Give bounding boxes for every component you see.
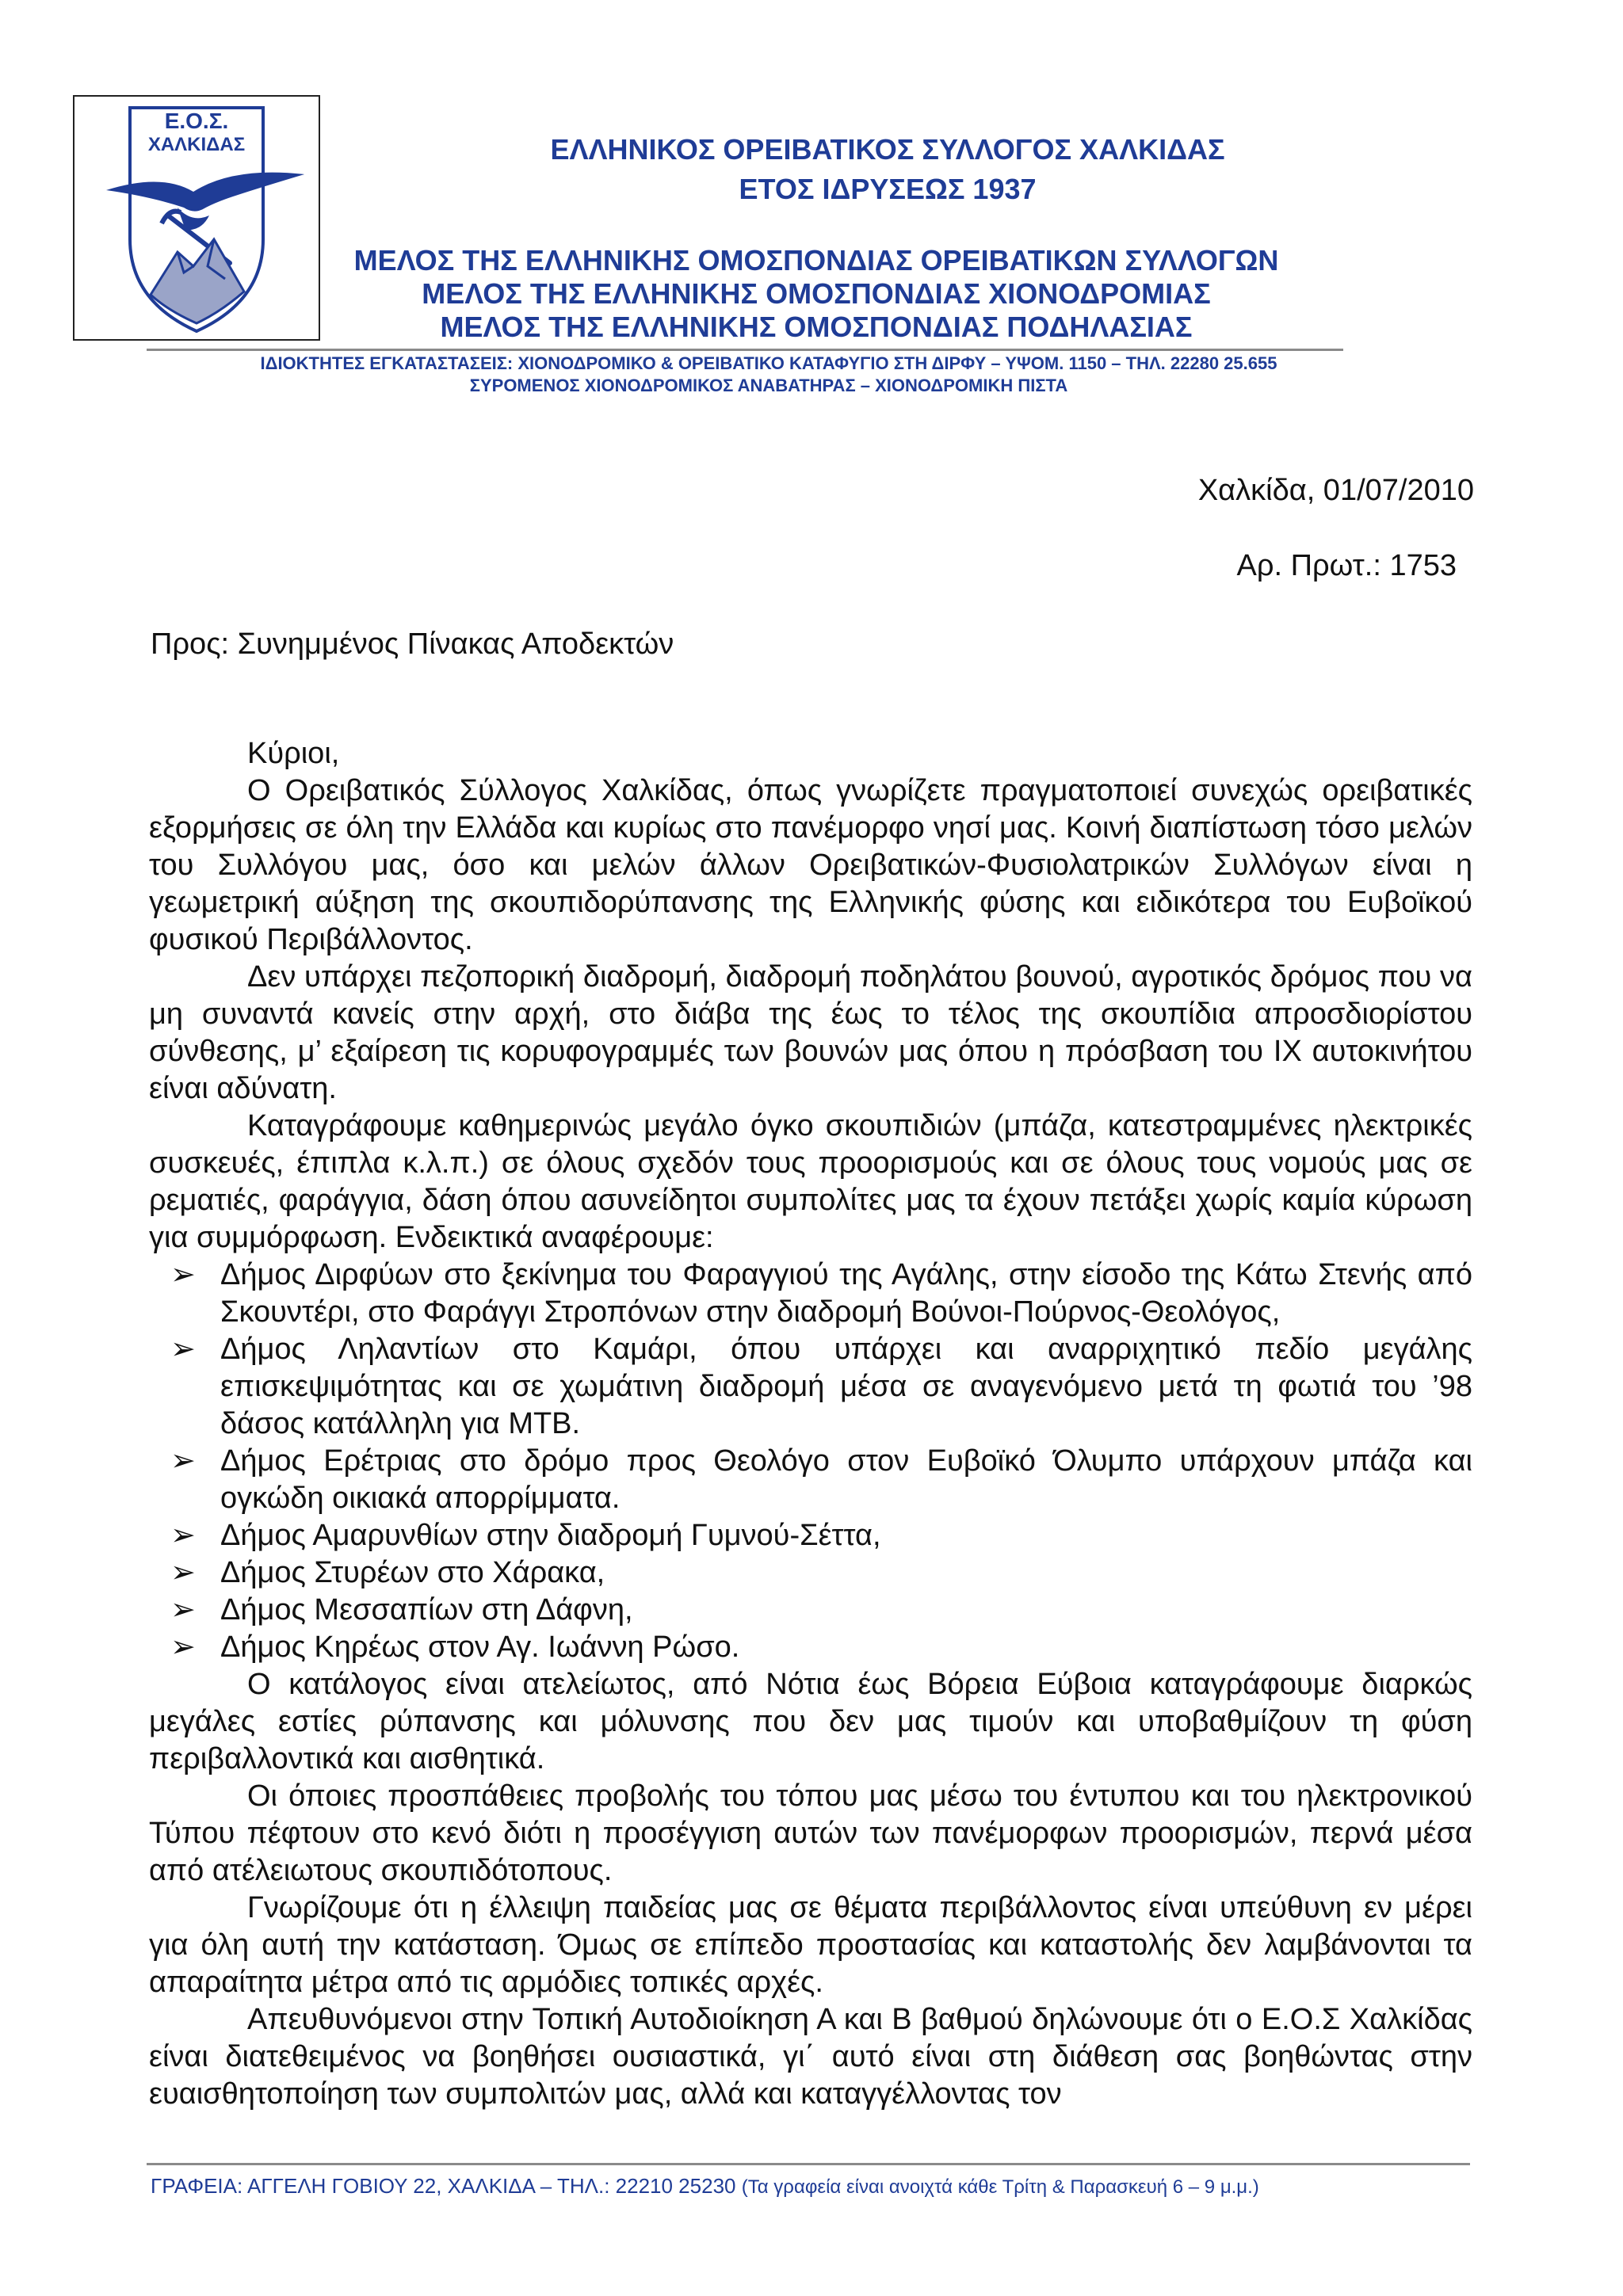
facilities-line-1: ΙΔΙΟΚΤΗΤΕΣ ΕΓΚΑΤΑΣΤΑΣΕΙΣ: ΧΙΟΝΟΔΡΟΜΙΚΟ & ΟΡΕΙΒΑΤΙΚΟ ΚΑΤΑΦΥΓΙΟ ΣΤΗ ΔΙΡΦΥ – ΥΨΟΜ. 1150 – ΤΗΛ. 22280 25.655 (260, 353, 1277, 373)
salutation: Κύριοι, (247, 737, 340, 770)
arrow-bullet-icon: ➢ (170, 1444, 196, 1478)
membership-line-3: ΜΕΛΟΣ ΤΗΣ ΕΛΛΗΝΙΚΗΣ ΟΜΟΣΠΟΝΔΙΑΣ ΠΟΔΗΛΑΣΙΑΣ (440, 311, 1193, 343)
paragraph: Ο Ορειβατικός Σύλλογος Χαλκίδας, όπως γνωρίζετε πραγματοποιεί συνεχώς ορειβατικές εξορμήσεις σε όλη την Ελλάδα και κυρίως στο πανέμορφο νησί μας. Κοινή διαπίστωση τόσο μελών του Συλλόγου μας, όσο και μελών άλλων Ορειβατικών-Φυσιολατρικών Συλλόγων είναι η γεωμετρική αύξηση της σκουπιδορύπανσης της Ελληνικής φύσης και ειδικότερα του Ευβοϊκού φυσικού Περιβάλλοντος. (149, 774, 1472, 956)
footer-contact (151, 2174, 1259, 2199)
logo-line-2: ΧΑΛΚΙΔΑΣ (147, 134, 246, 155)
paragraph: Ο κατάλογος είναι ατελείωτος, από Νότια έως Βόρεια Εύβοια καταγράφουμε διαρκώς μεγάλες εστίες ρύπανσης και μόλυνσης που δεν μας τιμούν και υποβαθμίζουν τη φύση περιβαλλοντικά και αισθητικά. (149, 1668, 1472, 1775)
arrow-bullet-icon: ➢ (170, 1258, 196, 1291)
recipients-line: Προς: Συνημμένος Πίνακας Αποδεκτών (151, 627, 674, 661)
list-item: ➢ Δήμος Μεσσαπίων στη Δάφνη, (220, 1592, 1472, 1629)
paragraph: Οι όποιες προσπάθειες προβολής του τόπου μας μέσω του έντυπου και του ηλεκτρονικού Τύπου πέφτουν στο κενό διότι η προσέγγιση αυτών των πανέμορφων προορισμών, περνά μέσα από ατέλειωτους σκουπιδότοπους. (149, 1779, 1472, 1887)
paragraph-part-1: Απευθυνόμενοι στην Τοπική Αυτοδιοίκηση Α και Β βαθμού δηλώνουμε ότι ο Ε.Ο.Σ Χαλκίδας είναι διατεθειμένος να βοηθήσει ουσιαστικά, γι΄ αυτό είναι στη διάθεση σας (149, 2003, 1472, 2073)
arrow-bullet-icon: ➢ (170, 1556, 196, 1589)
membership-line-2: ΜΕΛΟΣ ΤΗΣ ΕΛΛΗΝΙΚΗΣ ΟΜΟΣΠΟΝΔΙΑΣ ΧΙΟΝΟΔΡΟΜΙΑΣ (422, 277, 1211, 310)
footer-hours: (Τα γραφεία είναι ανοιχτά κάθε Τρίτη & Παρασκευή 6 – 9 μ.μ.) (741, 2176, 1259, 2198)
header-divider (147, 349, 1343, 351)
protocol-number: Αρ. Πρωτ.: 1753 (1236, 549, 1457, 582)
list-item: ➢ Δήμος Διρφύων στο ξεκίνημα του Φαραγγιού της Αγάλης, στην είσοδο της Κάτω Στενής από Σκουντέρι, στο Φαράγγι Στροπόνων στην διαδρομή Βούνοι-Πούρνος-Θεολόγος, (170, 1258, 1472, 1329)
footer-offices: ΓΡΑΦΕΙΑ: ΑΓΓΕΛΗ ΓΟΒΙΟΥ 22, ΧΑΛΚΙΔΑ – ΤΗΛ.: 22210 25230 (151, 2174, 736, 2198)
paragraph: Δεν υπάρχει πεζοπορική διαδρομή, διαδρομή ποδηλάτου βουνού, αγροτικός δρόμος που να μη συναντά κανείς στην αρχή, στο διάβα της έως το τέλος της σκουπίδια απροσδιορίστου σύνθεσης, μ’ εξαίρεση τις κορυφογραμμές των βουνών μας όπου η πρόσβαση του ΙΧ αυτοκινήτου είναι αδύνατη. (149, 960, 1472, 1105)
paragraph: Γνωρίζουμε ότι η έλλειψη παιδείας μας σε θέματα περιβάλλοντος είναι υπεύθυνη εν μέρει για όλη αυτή την κατάσταση. Όμως σε επίπεδο προστασίας και καταστολής δεν λαμβάνονται τα απαραίτητα μέτρα από τις αρμόδιες τοπικές αρχές. (149, 1891, 1472, 1999)
footer-divider (147, 2163, 1470, 2165)
arrow-bullet-icon: ➢ (170, 1593, 196, 1627)
list-item: ➢ Δήμος Ληλαντίων στο Καμάρι, όπου υπάρχει και αναρριχητικό πεδίο μεγάλης επισκεψιμότητας και σε χωμάτινη διαδρομή μέσα σε αναγενόμενο μετά τη φωτιά του ’98 δάσος κατάλληλη για ΜΤΒ. (170, 1333, 1472, 1440)
municipality-list (149, 1257, 1472, 1666)
letter-date: Χαλκίδα, 01/07/2010 (1197, 474, 1474, 507)
list-item: ➢ Δήμος Αμαρυνθίων στην διαδρομή Γυμνού-Σέττα, (220, 1517, 1472, 1554)
paragraph (149, 2001, 1472, 2113)
arrow-bullet-icon: ➢ (170, 1519, 196, 1552)
paragraph-part-2: βοηθώντας στην ευαισθητοποίηση των συμπολιτών μας, αλλά και καταγγέλλοντας τον (149, 2040, 1472, 2111)
list-item: ➢ Δήμος Κηρέως στον Αγ. Ιωάννη Ρώσο. (220, 1629, 1472, 1666)
paragraph: Καταγράφουμε καθημερινώς μεγάλο όγκο σκουπιδιών (μπάζα, κατεστραμμένες ηλεκτρικές συσκευές, έπιπλα κ.λ.π.) σε όλους σχεδόν τους προορισμούς και σε όλους τους νομούς μας σε ρεματιές, φαράγγια, δάση όπου ασυνείδητοι συμπολίτες μας τα έχουν πετάξει χωρίς καμία κύρωση για συμμόρφωση. Ενδεικτικά αναφέρουμε: (149, 1109, 1472, 1254)
list-item: ➢ Δήμος Στυρέων στο Χάρακα, (220, 1554, 1472, 1592)
club-name: ΕΛΛΗΝΙΚΟΣ ΟΡΕΙΒΑΤΙΚΟΣ ΣΥΛΛΟΓΟΣ ΧΑΛΚΙΔΑΣ (550, 133, 1225, 166)
letter-body (149, 735, 1472, 2113)
list-item: ➢ Δήμος Ερέτριας στο δρόμο προς Θεολόγο στον Ευβοϊκό Όλυμπο υπάρχουν μπάζα και ογκώδη οικιακά απορρίμματα. (170, 1444, 1472, 1515)
logo-emblem (74, 97, 319, 339)
membership-line-1: ΜΕΛΟΣ ΤΗΣ ΕΛΛΗΝΙΚΗΣ ΟΜΟΣΠΟΝΔΙΑΣ ΟΡΕΙΒΑΤΙΚΩΝ ΣΥΛΛΟΓΩΝ (353, 244, 1279, 277)
arrow-bullet-icon: ➢ (170, 1630, 196, 1664)
logo-line-1: Ε.Ο.Σ. (164, 109, 229, 133)
facilities-line-2: ΣΥΡΟΜΕΝΟΣ ΧΙΟΝΟΔΡΟΜΙΚΟΣ ΑΝΑΒΑΤΗΡΑΣ – ΧΙΟΝΟΔΡΟΜΙΚΗ ΠΙΣΤΑ (469, 376, 1068, 395)
arrow-bullet-icon: ➢ (170, 1333, 196, 1366)
founding-year: ΕΤΟΣ ΙΔΡΥΣΕΩΣ 1937 (739, 173, 1037, 205)
club-logo (73, 95, 320, 341)
